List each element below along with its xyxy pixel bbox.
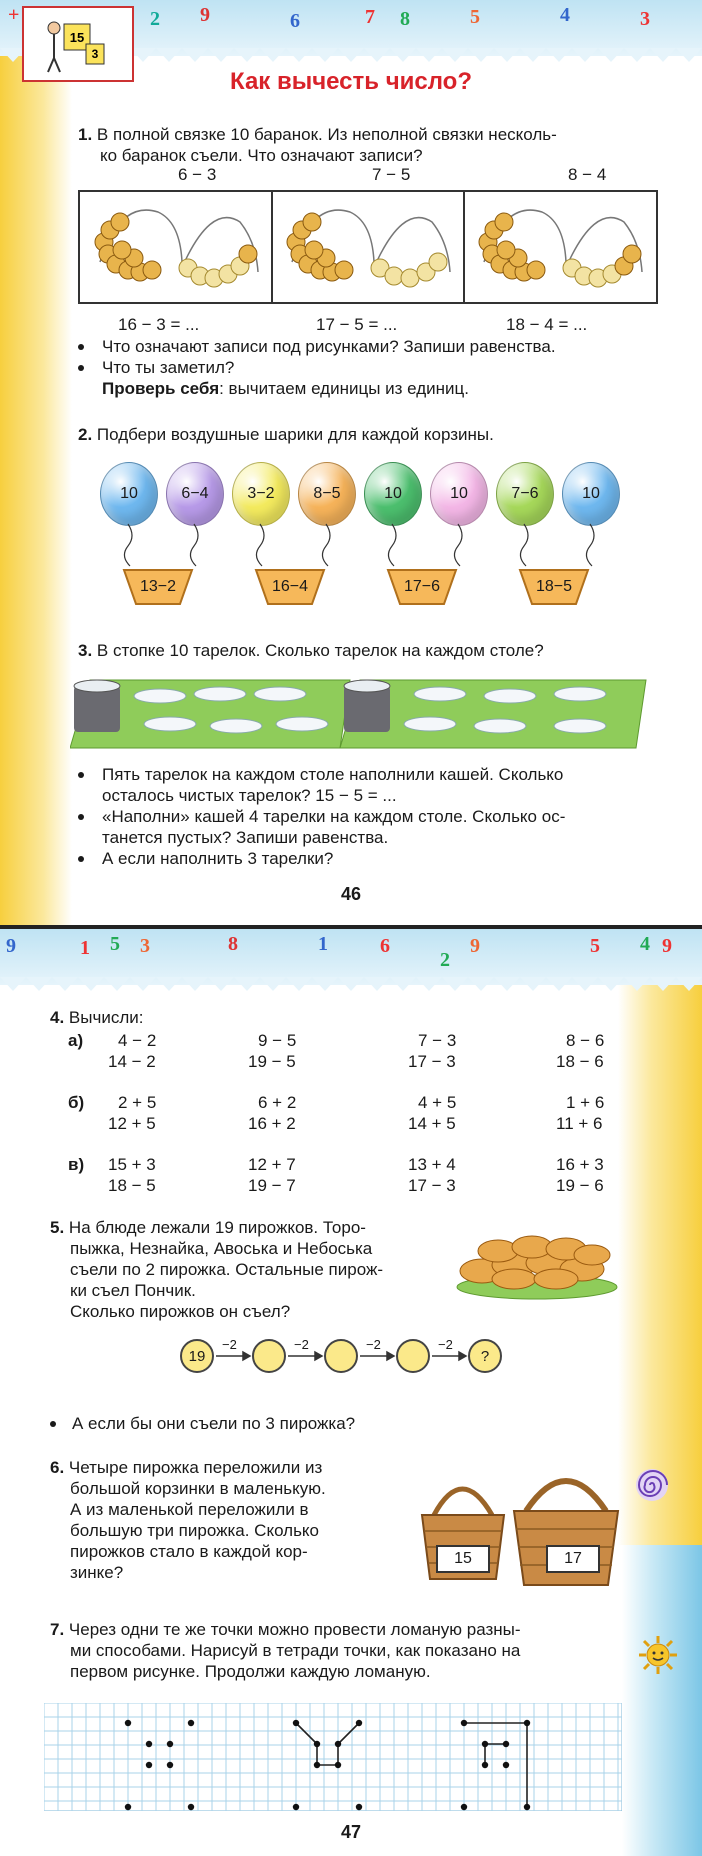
task4-expression: 16 + 3 [556,1155,604,1174]
task6-text-3: А из маленькой переложили в [70,1500,309,1519]
task6-text-5: пирожков стало в каждой кор- [70,1542,308,1561]
task3-bullet2-line2: танется пустых? Запиши равенства. [102,828,389,847]
deco-digit-3: 3 [140,935,150,957]
task5-text-2: пыжка, Незнайка, Авоська и Небоська [70,1239,373,1258]
task3-text: В стопке 10 тарелок. Сколько тарелок на каждом столе? [96,641,544,660]
deco-digit-7: 7 [365,6,375,28]
deco-digit-1b: 1 [318,933,328,955]
deco-plus: + [8,4,20,26]
task1-text-2: ко баранок съели. Что означают записи? [100,146,423,165]
task4-expression: 9 − 5 [258,1031,297,1050]
task3-bullet3: А если наполнить 3 тарелки? [102,849,334,868]
balloon[interactable]: 6−4 [166,462,224,526]
balloon-string [124,524,132,566]
task4-expression: 8 − 6 [566,1031,605,1050]
task1-bullet-2: Что ты заметил? [102,358,235,377]
task6-text-4: большую три пирожка. Сколько [70,1521,320,1540]
svg-text:3: 3 [91,47,99,61]
task3-number: 3. [78,641,93,660]
chain-end-circle: ? [468,1339,502,1373]
plates-tables-illustration [70,676,656,756]
deco-digit-9: 9 [200,4,210,26]
page-number: 47 [340,1822,362,1842]
task1-check-bold: Проверь себя [102,379,220,398]
deco-digit-9c: 9 [662,935,672,957]
task2-number: 2. [78,425,93,444]
chain-start-circle: 19 [180,1339,214,1373]
task4-expression: 6 + 2 [258,1093,297,1112]
task5-bullet: А если бы они съели по 3 пирожка? [72,1414,356,1433]
task4-expression: 4 − 2 [118,1031,157,1050]
basket-label: 13−2 [139,578,177,595]
chain-step-label: −2 [294,1337,309,1352]
chain-step-label: −2 [438,1337,453,1352]
task4-expression: 17 − 3 [408,1052,456,1071]
deco-digit-4: 4 [640,933,650,955]
balloon-string [190,524,198,566]
deco-digit-5: 5 [470,6,480,28]
balloon[interactable]: 7−6 [496,462,554,526]
deco-digit-9b: 9 [470,935,480,957]
deco-digit-9: 9 [6,935,16,957]
task1-text-1: В полной связке 10 баранок. Из неполной связки несколь- [96,125,557,144]
task4-expression: 16 + 2 [248,1114,296,1133]
task6-text-2: большой корзинки в маленькую. [70,1479,326,1498]
task4-expression: 4 + 5 [418,1093,457,1112]
basket[interactable] [254,568,326,606]
balloon-string [256,524,264,566]
task4-expression: 12 + 7 [248,1155,296,1174]
task4-expression: 18 − 6 [556,1052,604,1071]
balloon[interactable]: 10 [562,462,620,526]
big-basket-count: 17 [546,1545,600,1573]
task5-text-5: Сколько пирожков он съел? [70,1302,291,1321]
task4-expression: 18 − 5 [108,1176,156,1195]
balloon[interactable]: 10 [100,462,158,526]
page-47 [0,929,702,1856]
basket[interactable] [122,568,194,606]
bullet-icon [50,1421,56,1427]
task4-expression: 15 + 3 [108,1155,156,1174]
task4-expression: 14 + 5 [408,1114,456,1133]
basket-label: 16−4 [271,578,309,595]
task3-bullet1-line2: осталось чистых тарелок? 15 − 5 = ... [102,786,397,805]
basket-label: 17−6 [403,578,441,595]
page-46 [0,0,702,925]
task7-text-1: Через одни те же точки можно провести ломаную разны- [68,1620,521,1639]
bullet-icon [78,772,84,778]
task3-line [78,640,544,661]
task1-check-rest: : вычитаем единицы из единиц. [219,379,469,398]
balloon-string [586,524,594,566]
plate-stack-icon [344,680,390,732]
bullet-icon [78,856,84,862]
balloon-string [520,524,528,566]
basket-label: 18−5 [535,578,573,595]
chain-step-label: −2 [366,1337,381,1352]
deco-digit-2: 2 [440,949,450,971]
deco-digit-8: 8 [400,8,410,30]
task4-group-label: в) [68,1155,85,1174]
task5-text-3: съели по 2 пирожка. Остальные пирож- [70,1260,384,1279]
balloon[interactable]: 10 [364,462,422,526]
balloon-string [388,524,396,566]
task4-expression: 17 − 3 [408,1176,456,1195]
task1-label-bottom-2: 17 − 5 = ... [316,315,398,334]
spiral-icon [634,1467,670,1503]
task6-line1 [50,1457,322,1478]
deco-digit-6: 6 [290,10,300,32]
page-number: 46 [340,884,362,904]
deco-digit-1: 1 [80,937,90,959]
task1-label-top-1: 6 − 3 [178,165,217,184]
balloon[interactable]: 8−5 [298,462,356,526]
task4-expression: 1 + 6 [566,1093,605,1112]
task4-expression: 11 + 6 [556,1114,603,1133]
task4-expression: 14 − 2 [108,1052,156,1071]
task4-expression: 19 − 5 [248,1052,296,1071]
deco-digit-3: 3 [640,8,650,30]
task5-number: 5. [50,1218,65,1237]
task5-text-1: На блюде лежали 19 пирожков. Торо- [68,1218,366,1237]
task1-label-top-2: 7 − 5 [372,165,411,184]
balloon-string [322,524,330,566]
task4-expression: 19 − 7 [248,1176,296,1195]
task1-label-bottom-1: 16 − 3 = ... [118,315,200,334]
task1-label-top-3: 8 − 4 [568,165,607,184]
task3-bullet2-line1: «Наполни» кашей 4 тарелки на каждом столе. Сколько ос- [102,807,566,826]
task1-number: 1. [78,125,93,144]
task3-bullet1-line1: Пять тарелок на каждом столе наполнили кашей. Сколько [102,765,564,784]
deco-digit-8: 8 [228,933,238,955]
basket[interactable] [518,568,590,606]
task5-text-4: ки съел Пончик. [70,1281,196,1300]
chain-step-label: −2 [222,1337,237,1352]
task4-group-label: а) [68,1031,84,1050]
task4-text: Вычисли: [68,1008,144,1027]
task4-expression: 2 + 5 [118,1093,157,1112]
svg-text:15: 15 [69,30,85,45]
task4-expression: 13 + 4 [408,1155,456,1174]
balloon-string [454,524,462,566]
deco-digit-6: 6 [380,935,390,957]
page-title: Как вычесть число? [230,68,472,95]
plate-stack-icon [74,680,120,732]
task1-bullet-1: Что означают записи под рисунками? Запиши равенства. [102,337,556,356]
small-basket-count: 15 [436,1545,490,1573]
task7-text-3: первом рисунке. Продолжи каждую ломаную. [70,1662,431,1681]
task4-number: 4. [50,1008,65,1027]
bullet-icon [78,814,84,820]
task6-text-6: зинке? [70,1563,124,1582]
task4-expression: 7 − 3 [418,1031,457,1050]
deco-digit-2: 2 [150,8,160,30]
grid-paper-illustration [44,1703,622,1811]
task2-text: Подбери воздушные шарики для каждой корзины. [96,425,494,444]
balloon[interactable]: 3−2 [232,462,290,526]
task7-line1 [50,1619,521,1640]
task6-text-1: Четыре пирожка переложили из [68,1458,323,1477]
task7-text-2: ми способами. Нарисуй в тетради точки, как показано на [70,1641,521,1660]
sun-icon [638,1635,678,1675]
deco-digit-5: 5 [110,933,120,955]
deco-digit-4: 4 [560,4,570,26]
task1-label-bottom-3: 18 − 4 = ... [506,315,588,334]
task4-expression: 12 + 5 [108,1114,156,1133]
task6-number: 6. [50,1458,65,1477]
task4-expression: 19 − 6 [556,1176,604,1195]
deco-digit-5b: 5 [590,935,600,957]
task4-group-label: б) [68,1093,85,1112]
task7-number: 7. [50,1620,65,1639]
balloon[interactable]: 10 [430,462,488,526]
basket[interactable] [386,568,458,606]
